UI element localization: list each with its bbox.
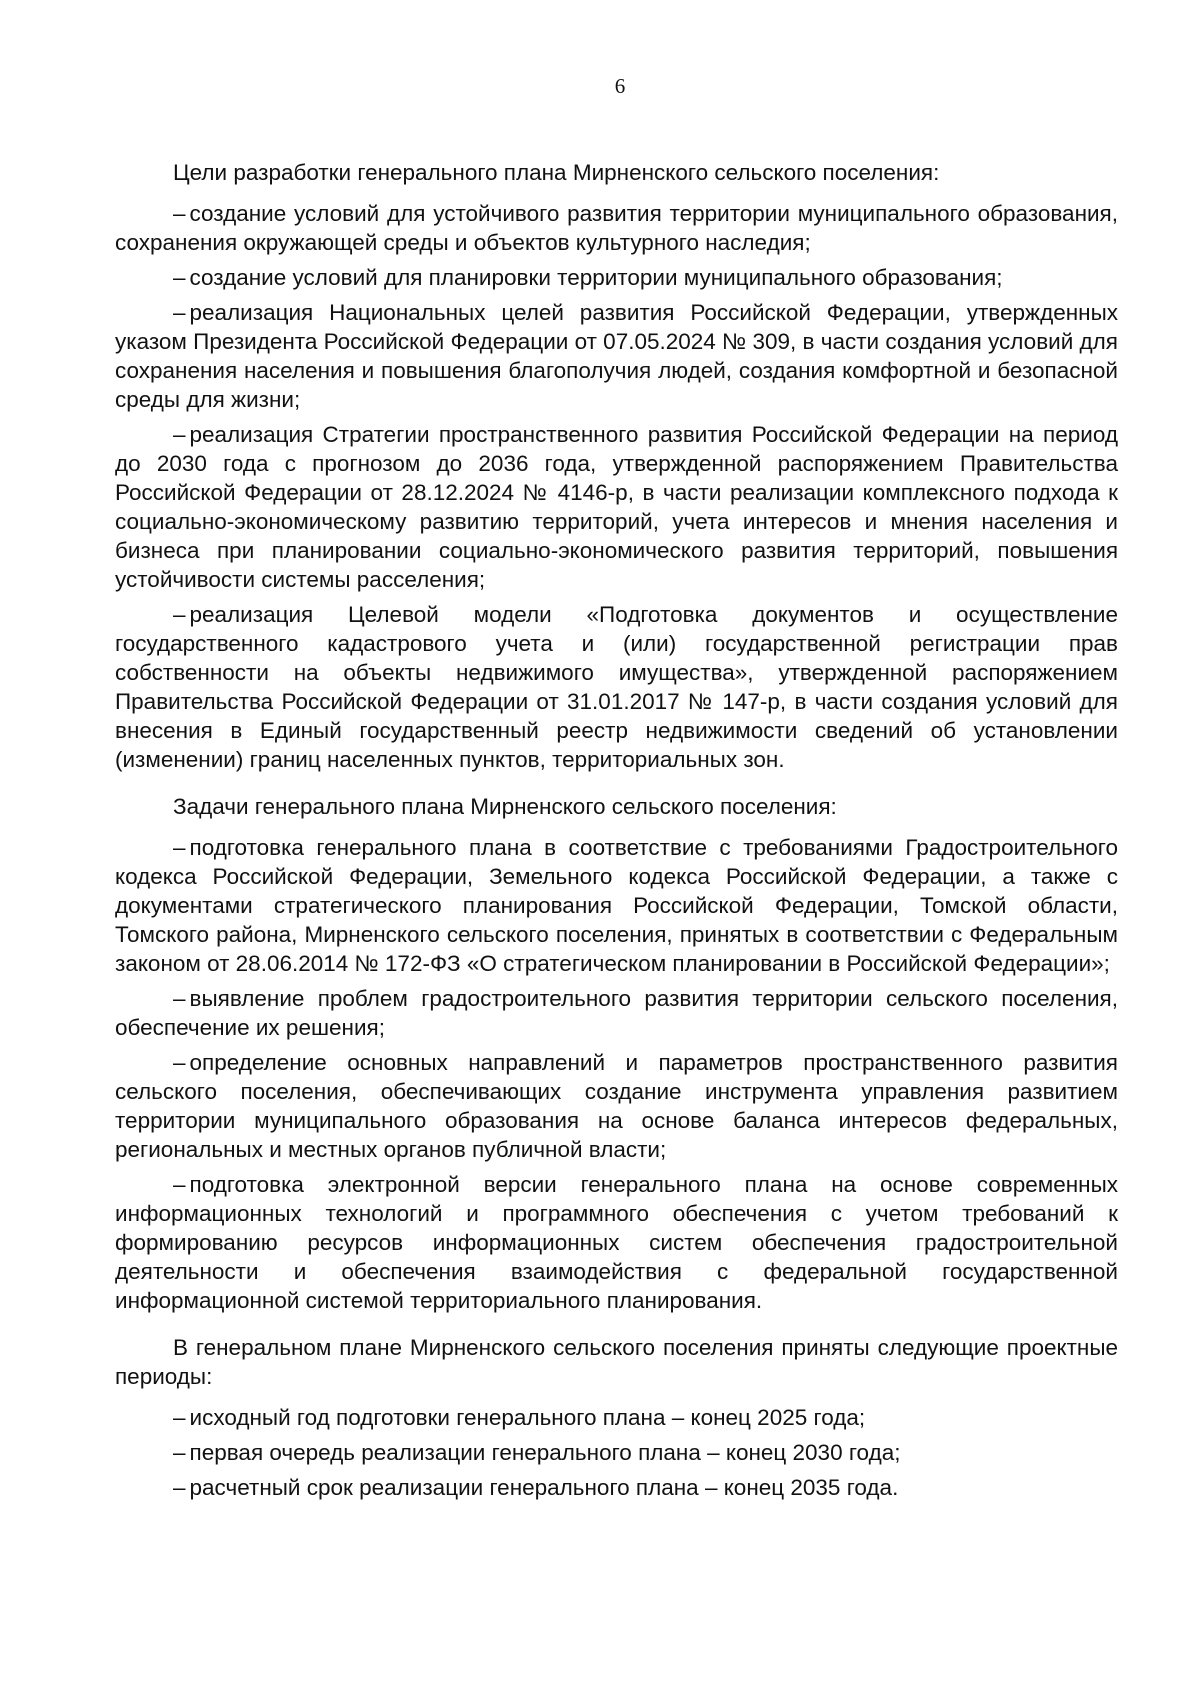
list-item [115,420,1118,594]
bullet-dash: – [173,986,186,1011]
tasks-list [115,833,1118,1315]
goal-text: реализация Целевой модели «Подготовка документов и осуществление государственного кадастрового учета и (или) государственной регистрации прав собственности на объекты недвижимого имущества», утвержденной распоряжением Правительства Российской Федерации от 31.01.2017 № 147-р, в части создания условий для внесения в Единый государственный реестр недвижимости сведений об установлении (изменении) границ населенных пунктов, территориальных зон. [115,602,1118,772]
list-item [115,1048,1118,1164]
period-text: исходный год подготовки генерального плана – конец 2025 года; [189,1405,866,1430]
list-item [115,833,1118,978]
task-text: определение основных направлений и параметров пространственного развития сельского поселения, обеспечивающих создание инструмента управления развитием территории муниципального образования на основе баланса интересов федеральных, региональных и местных органов публичной власти; [115,1050,1118,1162]
goals-list [115,199,1118,774]
period-text: расчетный срок реализации генерального плана – конец 2035 года. [189,1475,899,1500]
bullet-dash: – [173,1405,186,1430]
periods-intro: В генеральном плане Мирненского сельского поселения приняты следующие проектные периоды: [115,1335,1118,1389]
task-text: выявление проблем градостроительного развития территории сельского поселения, обеспечение их решения; [115,986,1118,1040]
goal-text: создание условий для планировки территории муниципального образования; [189,265,1003,290]
list-item [115,298,1118,414]
goals-heading: Цели разработки генерального плана Мирненского сельского поселения: [173,160,940,185]
bullet-dash: – [173,1440,186,1465]
bullet-dash: – [173,602,186,627]
list-item [115,1473,1118,1502]
bullet-dash: – [173,835,186,860]
bullet-dash: – [173,265,186,290]
bullet-dash: – [173,1050,186,1075]
period-text: первая очередь реализации генерального плана – конец 2030 года; [189,1440,901,1465]
list-item [115,199,1118,257]
list-item [115,600,1118,774]
list-item [115,263,1118,292]
page-number: 6 [614,74,626,98]
task-text: подготовка электронной версии генерального плана на основе современных информационных технологий и программного обеспечения с учетом требований к формированию ресурсов информационных систем обеспечения градостроительной деятельности и обеспечения взаимодействия с федеральной государственной информационной системой территориального планирования. [115,1172,1118,1313]
bullet-dash: – [173,422,186,447]
document-body [115,158,1118,1508]
list-item [115,1403,1118,1432]
bullet-dash: – [173,201,186,226]
goal-text: реализация Стратегии пространственного развития Российской Федерации на период до 2030 года с прогнозом до 2036 года, утвержденной распоряжением Правительства Российской Федерации от 28.12.2024 № 4146-р, в части реализации комплексного подхода к социально-экономическому развитию территорий, учета интересов и мнения населения и бизнеса при планировании социально-экономического развития территорий, повышения устойчивости системы расселения; [115,422,1118,592]
task-text: подготовка генерального плана в соответствие с требованиями Градостроительного кодекса Российской Федерации, Земельного кодекса Российской Федерации, а также с документами стратегического планирования Российской Федерации, Томской области, Томского района, Мирненского сельского поселения, принятых в соответствии с Федеральным законом от 28.06.2014 № 172-ФЗ «О стратегическом планировании в Российской Федерации»; [115,835,1118,976]
list-item [115,984,1118,1042]
goal-text: создание условий для устойчивого развития территории муниципального образования, сохранения окружающей среды и объектов культурного наследия; [115,201,1118,255]
list-item [115,1170,1118,1315]
tasks-heading: Задачи генерального плана Мирненского сельского поселения: [173,794,837,819]
list-item [115,1438,1118,1467]
periods-list [115,1403,1118,1502]
bullet-dash: – [173,300,186,325]
bullet-dash: – [173,1172,186,1197]
goal-text: реализация Национальных целей развития Российской Федерации, утвержденных указом Президента Российской Федерации от 07.05.2024 № 309, в части создания условий для сохранения населения и повышения благополучия людей, создания комфортной и безопасной среды для жизни; [115,300,1118,412]
bullet-dash: – [173,1475,186,1500]
